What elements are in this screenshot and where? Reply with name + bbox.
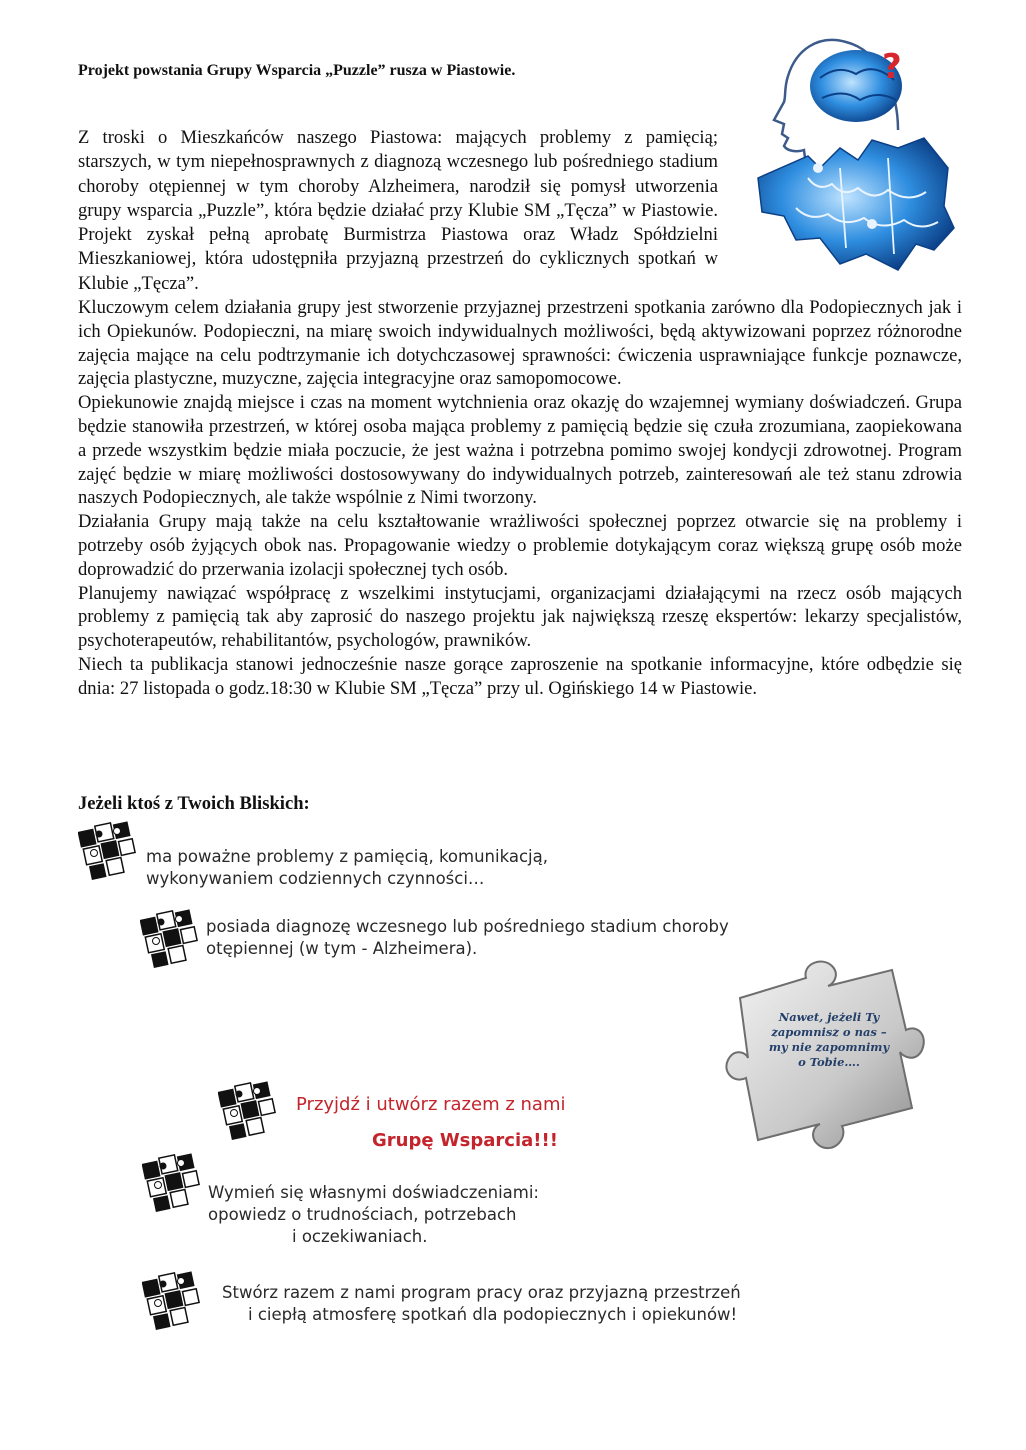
flyer-item-diagnosis [206,916,729,960]
flyer-line: otępiennej (w tym - Alzheimera). [206,939,478,958]
puzzle-piece-message [750,1010,908,1070]
bliskich-heading: Jeżeli ktoś z Twoich Bliskich: [78,793,310,814]
paragraph-caregivers: Opiekunowie znajdą miejsce i czas na moment wytchnienia oraz okazję do wzajemnej wymiany doświadczeń. Grupa będzie stanowiła przestrzeń, w której osoba mająca problemy z pamięcią będzie się czuła zrozumiana, zaopiekowana a przede wszystkim będzie miała poczucie, że jest ważna i potrzebna pomimo swojej kondycji zdrowotnej. Program zajęć będzie w miarę możliwości dostosowywany do indywidualnych potrzeb, zainteresowań ale też stanu zdrowia naszych Podopiecznych, ale także wspólnie z Nimi tworzony. [78,392,962,509]
piece-line: zapomnisz o nas – [771,1025,887,1039]
flyer-item-experiences [208,1182,539,1248]
flyer-line: i ciepłą atmosferę spotkań dla podopiecznych i opiekunów! [248,1305,738,1324]
piece-line: Nawet, jeżeli Ty [778,1010,880,1024]
flyer-line: Wymień się własnymi doświadczeniami: [208,1183,539,1202]
puzzle-pieces-icon [78,820,138,880]
flyer-line: ma poważne problemy z pamięcią, komunikacją, [146,847,548,866]
flyer-item-memory [146,846,548,890]
document-title: Projekt powstania Grupy Wsparcia „Puzzle” rusza w Piastowie. [78,62,516,79]
flyer-line: i oczekiwaniach. [292,1227,428,1246]
support-group-heading: Grupę Wsparcia!!! [372,1130,558,1151]
puzzle-pieces-icon [142,1270,202,1330]
puzzle-pieces-icon [142,1152,202,1212]
head-with-puzzle-brain-icon [748,28,958,276]
piece-line: my nie zapomnimy [768,1040,890,1054]
paragraph-goal: Kluczowym celem działania grupy jest stworzenie przyjaznej przestrzeni spotkania zarówno dla Podopiecznych jak i ich Opiekunów. Podopieczni, na miarę swoich indywidualnych możliwości, będą aktywizowani poprzez różnorodne zajęcia mające na celu podtrzymanie ich dotychczasowej sprawności: ćwiczenia usprawniające funkcje poznawcze, zajęcia plastyczne, muzyczne, zajęcia integracyjne oraz samopomocowe. [78,297,962,390]
flyer-line: Stwórz razem z nami program pracy oraz przyjazną przestrzeń [222,1283,741,1302]
intro-paragraph: Z troski o Mieszkańców naszego Piastowa: mających problemy z pamięcią; starszych, w tym niepełnosprawnych z diagnozą wczesnego lub pośredniego stadium choroby otępiennej w tym choroby Alzheimera, narodził się pomysł utworzenia grupy wsparcia „Puzzle”, która będzie działać przy Klubie SM „Tęcza” w Piastowie. Projekt zyskał pełną aprobatę Burmistrza Piastowa oraz Władz Spółdzielni Mieszkaniowej, która udostępniła przyjazną przestrzeń do cyklicznych spotkań w Klubie „Tęcza”. [78,127,718,294]
main-body [78,296,962,701]
paragraph-cooperation: Planujemy nawiązać współpracę z wszelkimi instytucjami, organizacjami działającymi na rzecz osób mających problemy z pamięcią tak aby zaprosić do naszego projektu jak największą rzeszę ekspertów: lekarzy specjalistów, psychoterapeutów, rehabilitantów, psychologów, prawników. [78,582,962,652]
flyer-line: opowiedz o trudnościach, potrzebach [208,1205,517,1224]
puzzle-pieces-icon [140,908,200,968]
svg-text:?: ? [882,47,902,87]
intro-text [78,126,718,296]
paragraph-invitation: Niech ta publikacja stanowi jednocześnie nasze gorące zaproszenie na spotkanie informacyjne, które odbędzie się dnia: 27 listopada o godz.18:30 w Klubie SM „Tęcza” przy ul. Ogińskiego 14 w Piastowie. [78,653,962,699]
invite-line: Przyjdź i utwórz razem z nami [296,1094,566,1115]
piece-line: o Tobie…. [798,1055,860,1069]
puzzle-pieces-icon [218,1080,278,1140]
flyer-line: wykonywaniem codziennych czynności… [146,869,485,888]
flyer-line: posiada diagnozę wczesnego lub pośredniego stadium choroby [206,917,729,936]
paragraph-awareness: Działania Grupy mają także na celu kształtowanie wrażliwości społecznej poprzez otwarcie się na problemy i potrzeby osób żyjących obok nas. Propagowanie wiedzy o problemie dotykającym coraz większą grupę osób może doprowadzić do przerwania izolacji społecznej tych osób. [78,511,962,580]
flyer-item-program [222,1282,741,1326]
